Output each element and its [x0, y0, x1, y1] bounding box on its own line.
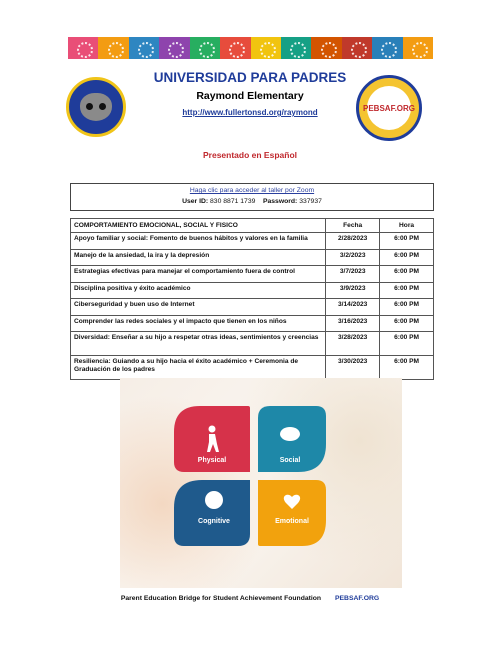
banner-segment	[251, 37, 281, 59]
raymond-elementary-logo	[66, 77, 126, 137]
banner-segment	[311, 37, 341, 59]
user-id-value: 830 8871 1739	[210, 198, 256, 205]
school-url-link[interactable]: http://www.fullertonsd.org/raymond	[182, 108, 318, 117]
banner-segment	[342, 37, 372, 59]
session-topic: Manejo de la ansiedad, la ira y la depresión	[71, 249, 326, 266]
banner-segment	[129, 37, 159, 59]
table-row	[71, 249, 434, 266]
session-date: 3/7/2023	[326, 266, 380, 283]
session-time: 6:00 PM	[380, 266, 434, 283]
table-row	[71, 332, 434, 356]
zoom-info-box	[70, 183, 434, 211]
cognitive-label: Cognitive	[198, 518, 230, 525]
schedule-table	[70, 218, 434, 380]
session-time: 6:00 PM	[380, 356, 434, 380]
session-time: 6:00 PM	[380, 249, 434, 266]
banner-segment	[372, 37, 402, 59]
table-row	[71, 266, 434, 283]
session-date: 3/14/2023	[326, 299, 380, 316]
decorative-banner	[68, 37, 433, 59]
emotional-petal	[258, 480, 326, 546]
password-value: 337937	[299, 198, 322, 205]
session-time: 6:00 PM	[380, 315, 434, 332]
social-label: Social	[279, 457, 301, 464]
emotional-label: Emotional	[275, 518, 309, 525]
session-topic: Diversidad: Enseñar a su hijo a respetar otras ideas, sentimientos y creencias	[71, 332, 326, 356]
footer-brand-link[interactable]: PEBSAF.ORG	[334, 595, 380, 602]
table-row	[71, 233, 434, 250]
session-date: 3/9/2023	[326, 282, 380, 299]
session-topic: Resiliencia: Guiando a su hijo hacia el éxito académico + Ceremonia de Graduación de los padres	[71, 356, 326, 380]
table-row	[71, 356, 434, 380]
column-header-topic: COMPORTAMIENTO EMOCIONAL, SOCIAL Y FISICO	[71, 219, 326, 233]
user-id-label: User ID:	[182, 198, 209, 205]
footer-org-name: Parent Education Bridge for Student Achievement Foundation	[120, 595, 322, 602]
physical-label: Physical	[197, 457, 227, 464]
table-row	[71, 282, 434, 299]
session-date: 2/28/2023	[326, 233, 380, 250]
banner-segment	[68, 37, 98, 59]
person-icon	[209, 426, 216, 433]
session-time: 6:00 PM	[380, 282, 434, 299]
zoom-link[interactable]: Haga clic para acceder al taller por Zoom	[189, 187, 315, 194]
table-row	[71, 299, 434, 316]
session-date: 3/28/2023	[326, 332, 380, 356]
speech-bubbles-icon	[280, 427, 300, 441]
session-time: 6:00 PM	[380, 233, 434, 250]
school-name: Raymond Elementary	[196, 90, 304, 102]
banner-segment	[220, 37, 250, 59]
session-topic: Disciplina positiva y éxito académico	[71, 282, 326, 299]
cognitive-petal	[174, 480, 250, 546]
session-topic: Estrategias efectivas para manejar el comportamiento fuera de control	[71, 266, 326, 283]
session-date: 3/30/2023	[326, 356, 380, 380]
banner-segment	[190, 37, 220, 59]
column-header-time: Hora	[380, 219, 434, 233]
session-topic: Apoyo familiar y social: Fomento de buenos hábitos y valores en la familia	[71, 233, 326, 250]
table-row	[71, 315, 434, 332]
session-time: 6:00 PM	[380, 332, 434, 356]
session-topic: Ciberseguridad y buen uso de Internet	[71, 299, 326, 316]
banner-segment	[159, 37, 189, 59]
column-header-date: Fecha	[326, 219, 380, 233]
gear-head-icon	[205, 491, 223, 509]
footer	[0, 595, 500, 602]
session-time: 6:00 PM	[380, 299, 434, 316]
password-label: Password:	[262, 198, 298, 205]
page-title: UNIVERSIDAD PARA PADRES	[153, 70, 347, 85]
quadrant-graphic	[120, 378, 402, 588]
table-header-row	[71, 219, 434, 233]
pebsaf-logo-text: PEBSAF.ORG	[363, 103, 416, 113]
banner-segment	[98, 37, 128, 59]
session-topic: Comprender las redes sociales y el impacto que tienen en los niños	[71, 315, 326, 332]
language-note: Presentado en Español	[203, 150, 297, 160]
development-quadrant-image	[120, 378, 402, 588]
session-date: 3/2/2023	[326, 249, 380, 266]
session-date: 3/16/2023	[326, 315, 380, 332]
banner-segment	[281, 37, 311, 59]
zoom-credentials	[71, 198, 433, 205]
banner-segment	[403, 37, 433, 59]
